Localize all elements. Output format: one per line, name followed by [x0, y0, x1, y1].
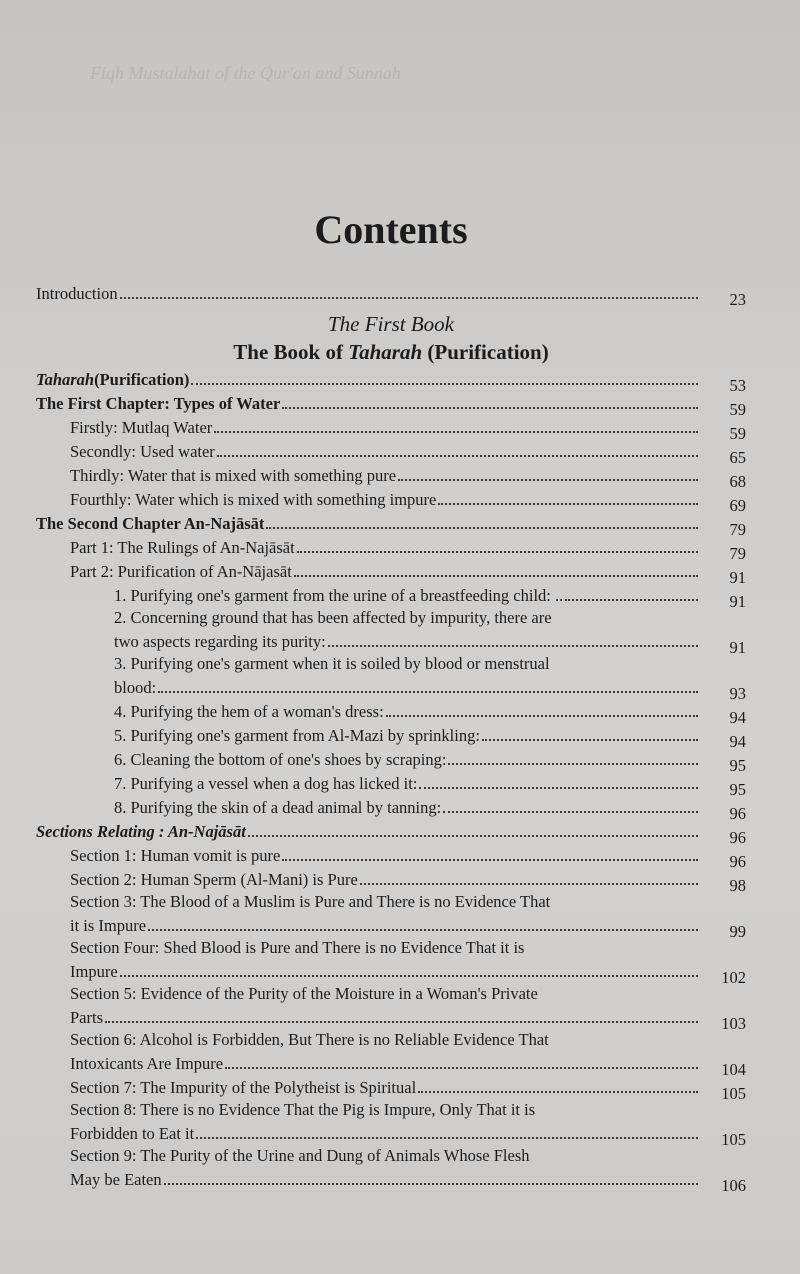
toc-entry — [36, 699, 746, 727]
toc-entry-line1: Section 8: There is no Evidence That the Pig is Impure, Only That it is — [70, 1100, 536, 1119]
page-number: 95 — [729, 756, 746, 775]
book-subtitle — [36, 337, 746, 367]
toc-row — [36, 819, 746, 847]
toc-row — [114, 771, 746, 799]
page-number: 95 — [729, 780, 746, 799]
toc-entry — [36, 723, 746, 751]
leader-dots — [158, 691, 698, 693]
toc-entry — [36, 391, 746, 419]
toc-entry — [36, 559, 746, 587]
toc-entry-line1: Section 6: Alcohol is Forbidden, But There is no Reliable Evidence That — [70, 1030, 549, 1049]
page-number: 79 — [729, 544, 746, 563]
leader-dots — [248, 835, 698, 837]
toc-row — [70, 1167, 746, 1195]
page-number: 91 — [729, 568, 746, 587]
toc-entry-label: Impure — [70, 962, 118, 981]
toc-row — [114, 723, 746, 751]
toc-row — [70, 487, 746, 515]
toc-row — [36, 367, 746, 395]
toc-row — [70, 913, 746, 941]
toc-entry — [36, 1145, 746, 1195]
toc-entry — [36, 463, 746, 491]
toc-entry-label: 7. Purifying a vessel when a dog has licked it: — [114, 774, 418, 793]
leader-dots — [191, 383, 698, 385]
toc-entry — [36, 795, 746, 823]
leader-dots — [120, 975, 698, 977]
page-number: 91 — [729, 638, 746, 657]
toc-entry-label: two aspects regarding its purity: — [114, 632, 326, 651]
toc-entry — [36, 367, 746, 395]
toc-entry — [36, 535, 746, 563]
leader-dots — [214, 431, 698, 433]
toc-entry — [36, 819, 746, 847]
page-number: 104 — [721, 1060, 746, 1079]
toc-entry-label: Parts — [70, 1008, 103, 1027]
toc-entry — [36, 487, 746, 515]
toc-row — [70, 439, 746, 467]
toc-entry-label-suffix: (Purification) — [94, 370, 190, 389]
page-number: 98 — [729, 876, 746, 895]
toc-entry-label: The First Chapter: Types of Water — [36, 394, 281, 413]
toc-row — [70, 1121, 746, 1149]
leader-dots — [105, 1021, 698, 1023]
toc-row — [36, 281, 746, 309]
toc-row — [36, 391, 746, 419]
toc-entry — [36, 415, 746, 443]
toc-row — [70, 867, 746, 895]
toc-entry — [36, 843, 746, 871]
toc-entry — [36, 607, 746, 657]
toc-entry — [36, 891, 746, 941]
book-heading: The First Book — [328, 312, 454, 336]
page-number: 65 — [729, 448, 746, 467]
leader-dots — [386, 715, 698, 717]
toc-list — [36, 281, 746, 1195]
book-subtitle-post: (Purification) — [422, 340, 549, 364]
page-number: 93 — [729, 684, 746, 703]
toc-row — [70, 843, 746, 871]
leader-dots — [448, 763, 698, 765]
leader-dots — [565, 599, 698, 601]
toc-row — [70, 535, 746, 563]
page-number: 91 — [729, 592, 746, 611]
leader-dots — [148, 929, 698, 931]
page-number: 105 — [721, 1084, 746, 1103]
page-number: 99 — [729, 922, 746, 941]
toc-entry-label: Section 1: Human vomit is pure — [70, 846, 281, 865]
toc-entry-label: 1. Purifying one's garment from the urine of a breastfeeding child: .. — [114, 586, 564, 605]
toc-entry-label: Intoxicants Are Impure — [70, 1054, 224, 1073]
page-number: 106 — [721, 1176, 746, 1195]
leader-dots — [282, 859, 698, 861]
toc-entry — [36, 983, 746, 1033]
page-number: 94 — [729, 708, 746, 727]
toc-entry-label: Fourthly: Water which is mixed with something impure — [70, 490, 437, 509]
toc-entry-line1: Section Four: Shed Blood is Pure and There is no Evidence That it is — [70, 938, 525, 957]
toc-entry — [36, 583, 746, 611]
page-number: 105 — [721, 1130, 746, 1149]
leader-dots — [418, 1091, 698, 1093]
leader-dots — [217, 455, 698, 457]
page-number: 96 — [729, 804, 746, 823]
page-number: 96 — [729, 828, 746, 847]
toc-row — [114, 583, 746, 611]
page-number: 103 — [721, 1014, 746, 1033]
toc-entry — [36, 771, 746, 799]
toc-entry-label: Introduction — [36, 284, 118, 303]
toc-row — [70, 1005, 746, 1033]
page-number: 23 — [729, 290, 746, 309]
toc-row — [70, 1075, 746, 1103]
page-number: 59 — [729, 424, 746, 443]
page-number: 53 — [729, 376, 746, 395]
page-number: 96 — [729, 852, 746, 871]
toc-entry-label: 8. Purifying the skin of a dead animal by tanning: — [114, 798, 442, 817]
page-number: 79 — [729, 520, 746, 539]
toc-entry-label: Part 1: The Rulings of An-Najāsāt — [70, 538, 295, 557]
leader-dots — [482, 739, 698, 741]
toc-entry — [36, 747, 746, 775]
toc-entry-line1: Section 5: Evidence of the Purity of the Moisture in a Woman's Private — [70, 984, 538, 1003]
leader-dots — [438, 503, 698, 505]
toc-entry-line1: Section 9: The Purity of the Urine and Dung of Animals Whose Flesh — [70, 1146, 530, 1165]
leader-dots — [419, 787, 698, 789]
page-title: Contents — [314, 207, 468, 252]
toc-entry-label: 5. Purifying one's garment from Al-Mazi by sprinkling: — [114, 726, 480, 745]
toc-row — [114, 795, 746, 823]
toc-row — [70, 1051, 746, 1079]
leader-dots — [282, 407, 698, 409]
bleed-through-text: Fiqh Mustalahat of the Qur'an and Sunnah — [90, 63, 401, 83]
leader-dots — [297, 551, 698, 553]
toc-entry-label: Section 7: The Impurity of the Polytheist is Spiritual — [70, 1078, 417, 1097]
toc-row — [36, 511, 746, 539]
toc-entry — [36, 653, 746, 703]
toc-entry-label: Sections Relating : An-Najāsāt — [36, 822, 246, 841]
toc-row — [114, 699, 746, 727]
book-subtitle-pre: The Book of — [233, 340, 349, 364]
leader-dots — [294, 575, 698, 577]
page-number: 69 — [729, 496, 746, 515]
toc-row — [70, 959, 746, 987]
toc-entry — [36, 439, 746, 467]
leader-dots — [196, 1137, 698, 1139]
toc-entry-label: 6. Cleaning the bottom of one's shoes by scraping: — [114, 750, 447, 769]
toc-entry — [36, 1099, 746, 1149]
toc-entry-line1: 3. Purifying one's garment when it is soiled by blood or menstrual — [114, 654, 550, 673]
toc-entry-line1: 2. Concerning ground that has been affected by impurity, there are — [114, 608, 552, 627]
toc-entry-label: Secondly: Used water — [70, 442, 215, 461]
toc-row — [114, 675, 746, 703]
toc-row — [114, 629, 746, 657]
toc-entry-line1: Section 3: The Blood of a Muslim is Pure and There is no Evidence That — [70, 892, 551, 911]
toc-entry-label: Taharah — [36, 370, 95, 389]
toc-row — [70, 559, 746, 587]
page-number: 94 — [729, 732, 746, 751]
toc-entry-label: Part 2: Purification of An-Nājasāt — [70, 562, 292, 581]
leader-dots — [398, 479, 698, 481]
leader-dots — [164, 1183, 698, 1185]
leader-dots — [443, 811, 698, 813]
toc-entry-label: Firstly: Mutlaq Water — [70, 418, 213, 437]
leader-dots — [225, 1067, 698, 1069]
contents-section — [36, 205, 746, 1195]
toc-entry — [36, 1075, 746, 1103]
leader-dots — [360, 883, 698, 885]
toc-entry-label: Section 2: Human Sperm (Al-Mani) is Pure — [70, 870, 358, 889]
toc-entry-label: 4. Purifying the hem of a woman's dress: — [114, 702, 384, 721]
toc-entry — [36, 281, 746, 309]
toc-row — [70, 463, 746, 491]
page-number: 102 — [721, 968, 746, 987]
leader-dots — [328, 645, 698, 647]
toc-entry-label: it is Impure — [70, 916, 147, 935]
toc-entry — [36, 937, 746, 987]
toc-entry-label: May be Eaten — [70, 1170, 162, 1189]
leader-dots — [266, 527, 698, 529]
toc-row — [70, 415, 746, 443]
leader-dots — [120, 297, 698, 299]
toc-entry-label: Forbidden to Eat it — [70, 1124, 195, 1143]
toc-entry — [36, 867, 746, 895]
toc-entry — [36, 1029, 746, 1079]
toc-entry-label: The Second Chapter An-Najāsāt — [36, 514, 265, 533]
page-number: 59 — [729, 400, 746, 419]
toc-entry-label: Thirdly: Water that is mixed with something pure — [70, 466, 397, 485]
toc-entry-label: blood: — [114, 678, 157, 697]
page-number: 68 — [729, 472, 746, 491]
toc-entry — [36, 511, 746, 539]
book-subtitle-italic: Taharah — [348, 340, 423, 364]
toc-row — [114, 747, 746, 775]
